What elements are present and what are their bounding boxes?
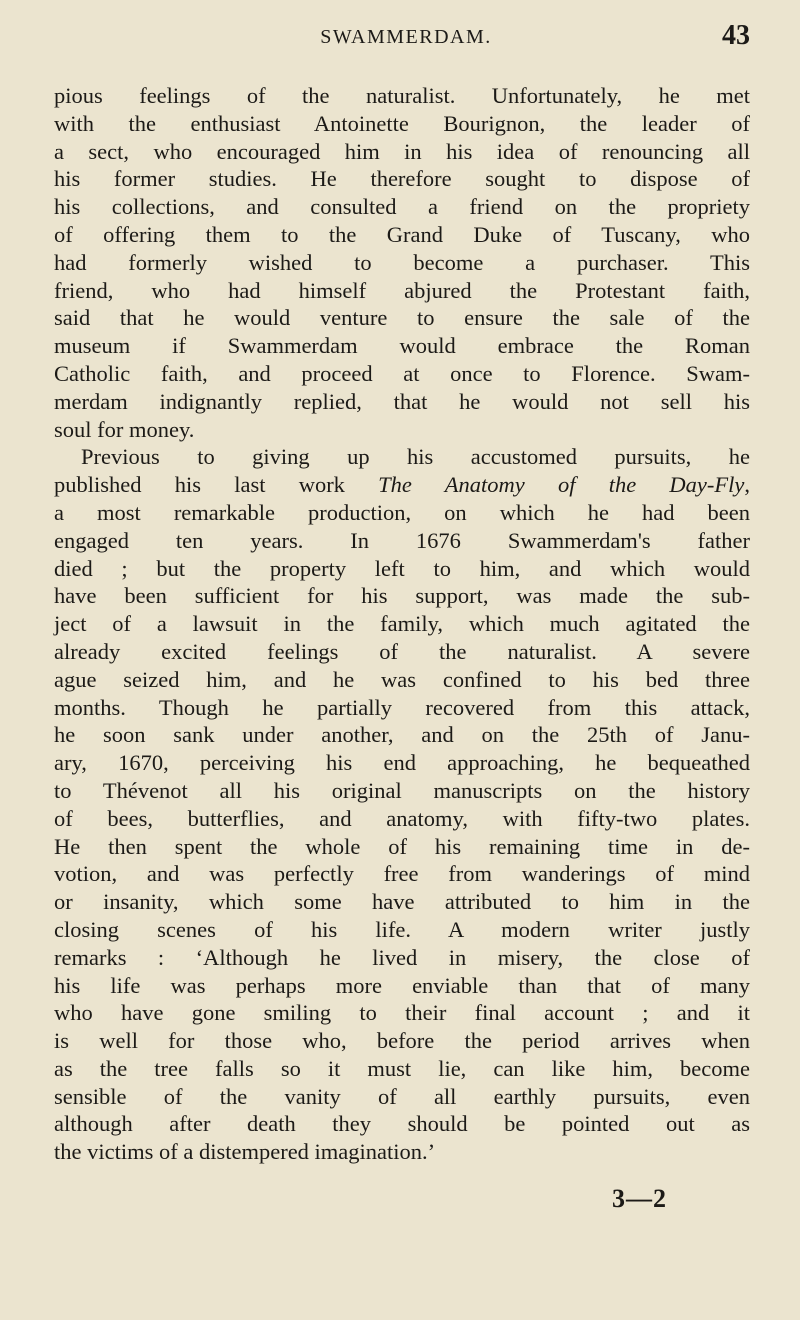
text-line: had formerly wished to become a purchaser. This [54,249,750,275]
text-line: who have gone smiling to their final account ; and it [54,1000,750,1026]
text-line: ague seized him, and he was confined to his bed three [54,666,750,692]
text-line: ject of a lawsuit in the family, which much agitated the [54,611,750,637]
text-line: published his last work The Anatomy of the Day-Fly, [54,472,750,498]
running-head [52,22,760,58]
text-line: his collections, and consulted a friend on the propriety [54,194,750,220]
text-line: with the enthusiast Antoinette Bourignon, the leader of [54,110,750,136]
body-text [54,82,750,1166]
text-line: votion, and was perfectly free from wanderings of mind [54,861,750,887]
text-line: remarks : ‘Although he lived in misery, the close of [54,944,750,970]
text-line: have been sufficient for his support, was made the sub- [54,583,750,609]
text-line: ary, 1670, perceiving his end approaching, he bequeathed [54,750,750,776]
text-line: said that he would venture to ensure the sale of the [54,305,750,331]
text-line: the victims of a distempered imagination.’ [54,1139,436,1165]
text-line: to Thévenot all his original manuscripts on the history [54,777,750,803]
text-line: months. Though he partially recovered from this attack, [54,694,750,720]
text-line: Catholic faith, and proceed at once to Florence. Swam- [54,360,750,386]
text-line: he soon sank under another, and on the 25th of Janu- [54,722,750,748]
text-line: engaged ten years. In 1676 Swammerdam's father [54,527,750,553]
text-line: already excited feelings of the naturalist. A severe [54,638,750,664]
text-line: or insanity, which some have attributed to him in the [54,889,750,915]
text-line: his life was perhaps more enviable than that of many [54,972,750,998]
text-line: soul for money. [54,416,195,442]
text-line: died ; but the property left to him, and which would [54,555,750,581]
book-title: The Anatomy of the Day-Fly [378,472,745,498]
text-line: of bees, butterflies, and anatomy, with fifty-two plates. [54,805,750,831]
text-line: his former studies. He therefore sought to dispose of [54,166,750,192]
text-line: friend, who had himself abjured the Protestant faith, [54,277,750,303]
signature-mark: 3—2 [612,1184,667,1213]
text-line: pious feelings of the naturalist. Unfortunately, he met [54,83,750,108]
page-number: 43 [722,20,750,51]
text-line: as the tree falls so it must lie, can like him, become [54,1055,750,1081]
text-line: closing scenes of his life. A modern writer justly [54,916,750,942]
text-line: He then spent the whole of his remaining time in de- [54,833,750,859]
text-line: a sect, who encouraged him in his idea of renouncing all [54,138,750,164]
text-line: is well for those who, before the period arrives when [54,1028,750,1054]
text-line: sensible of the vanity of all earthly pursuits, even [54,1083,750,1109]
text-line: although after death they should be pointed out as [54,1111,750,1137]
text-line: a most remarkable production, on which he had been [54,499,750,525]
text-line: merdam indignantly replied, that he would not sell his [54,388,750,414]
text-line: Previous to giving up his accustomed pursuits, he [81,444,750,470]
text-line: museum if Swammerdam would embrace the Roman [54,333,750,359]
running-title: SWAMMERDAM. [320,26,492,48]
text-line: of offering them to the Grand Duke of Tuscany, who [54,221,750,247]
